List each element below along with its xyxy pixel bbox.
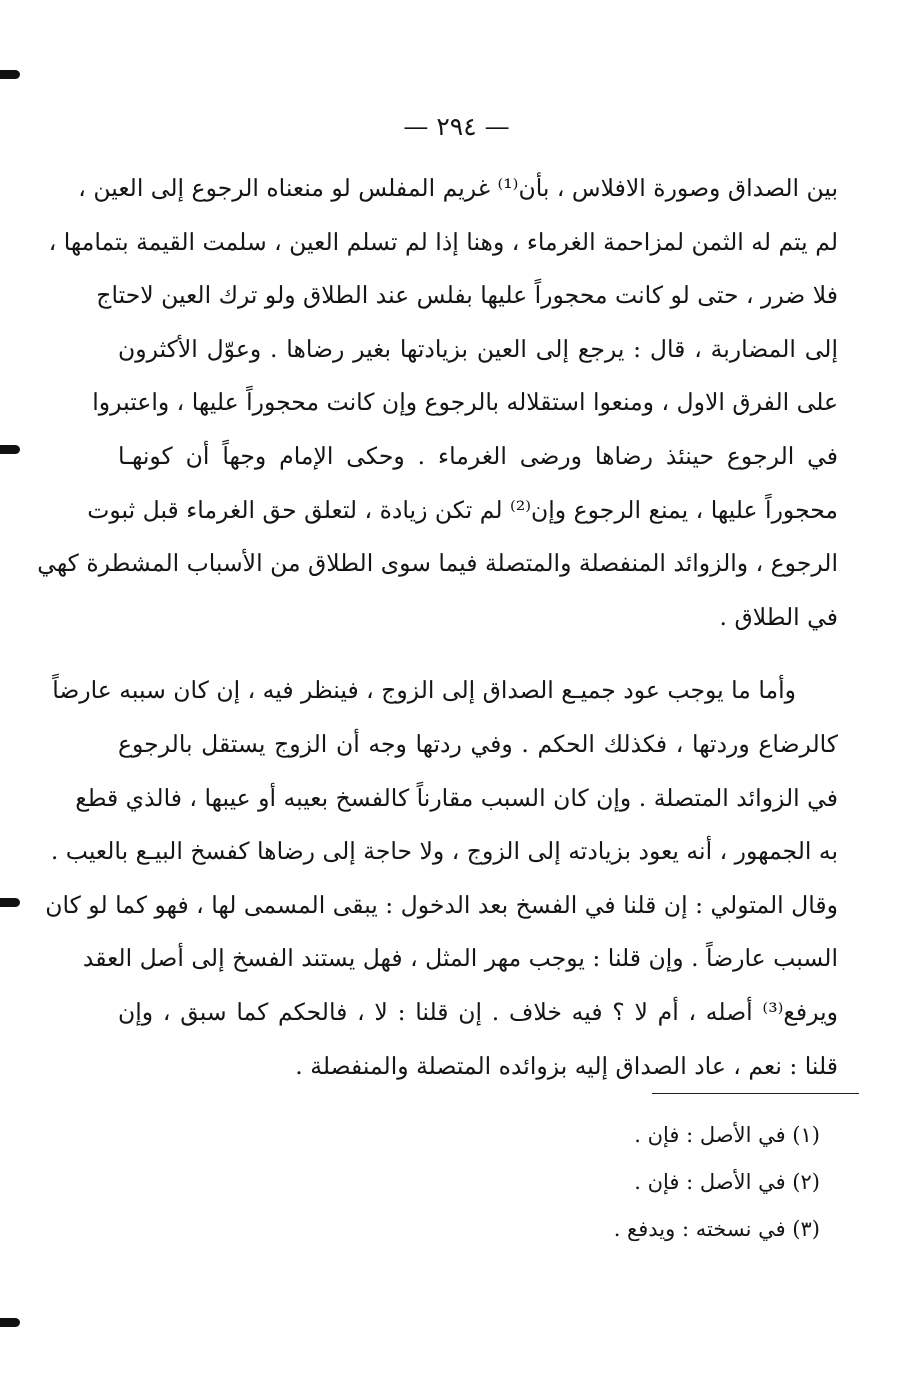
paragraph-2 <box>45 664 838 1093</box>
paragraph-1 <box>37 162 838 644</box>
text-line: قلنا : نعم ، عاد الصداق إليه بزوائده المتصلة والمنفصلة . <box>295 1051 838 1080</box>
text-line: في الرجوع حينئذ رضاها ورضى الغرماء . وحكى الإمام وجهاً أن كونهـا <box>118 441 838 470</box>
text-line: وقال المتولي : إن قلنا في الفسخ بعد الدخول : يبقى المسمى لها ، فهو كما لو كان <box>45 890 838 919</box>
footnote-2: (٢) في الأصل : فإن . <box>634 1170 820 1194</box>
footnotes <box>430 1112 820 1253</box>
footnote-3: (٣) في نسخته : ويدفع . <box>613 1217 820 1241</box>
text-line: ويرفع⁽³⁾ أصله ، أم لا ؟ فيه خلاف . إن قلنا : لا ، فالحكم كما سبق ، وإن <box>118 997 838 1026</box>
scan-edge-mark <box>0 445 20 454</box>
text-line: فلا ضرر ، حتى لو كانت محجوراً عليها بفلس عند الطلاق ولو ترك العين لاحتاج <box>96 281 838 310</box>
text-line: بين الصداق وصورة الافلاس ، بأن⁽¹⁾ غريم المفلس لو منعناه الرجوع إلى العين ، <box>78 174 838 202</box>
scan-edge-mark <box>0 1318 20 1327</box>
text-line: في الزوائد المتصلة . وإن كان السبب مقارناً كالفسخ بعيبه أو عيبها ، فالذي قطع <box>75 783 838 812</box>
text-line: محجوراً عليها ، يمنع الرجوع وإن⁽²⁾ لم تكن زيادة ، لتعلق حق الغرماء قبل ثبوت <box>87 495 838 524</box>
body-text <box>37 162 838 1093</box>
text-line: الرجوع ، والزوائد المنفصلة والمتصلة فيما سوى الطلاق من الأسباب المشطرة كهي <box>37 549 838 578</box>
text-line: وأما ما يوجب عود جميـع الصداق إلى الزوج ، فينظر فيه ، إن كان سببه عارضاً <box>52 676 796 705</box>
text-line: إلى المضاربة ، قال : يرجع إلى العين بزيادتها بغير رضاها . وعوّل الأكثرون <box>118 334 838 363</box>
scan-edge-mark <box>0 898 20 907</box>
scan-edge-mark <box>0 70 20 79</box>
text-line: في الطلاق . <box>719 602 838 631</box>
text-line: كالرضاع وردتها ، فكذلك الحكم . وفي ردتها وجه أن الزوج يستقل بالرجوع <box>118 729 838 758</box>
footnote-separator <box>652 1093 859 1094</box>
text-line: السبب عارضاً . وإن قلنا : يوجب مهر المثل ، فهل يستند الفسخ إلى أصل العقد <box>82 944 838 973</box>
page-number: — ٢٩٤ — <box>403 112 510 141</box>
text-line: لم يتم له الثمن لمزاحمة الغرماء ، وهنا إذا لم تسلم العين ، سلمت القيمة بتمامها ، <box>48 227 838 256</box>
text-line: على الفرق الاول ، ومنعوا استقلاله بالرجوع وإن كانت محجوراً عليها ، واعتبروا <box>92 388 838 417</box>
footnote-1: (١) في الأصل : فإن . <box>634 1123 820 1147</box>
text-line: به الجمهور ، أنه يعود بزيادته إلى الزوج ، ولا حاجة إلى رضاها كفسخ البيـع بالعيب . <box>50 837 838 866</box>
